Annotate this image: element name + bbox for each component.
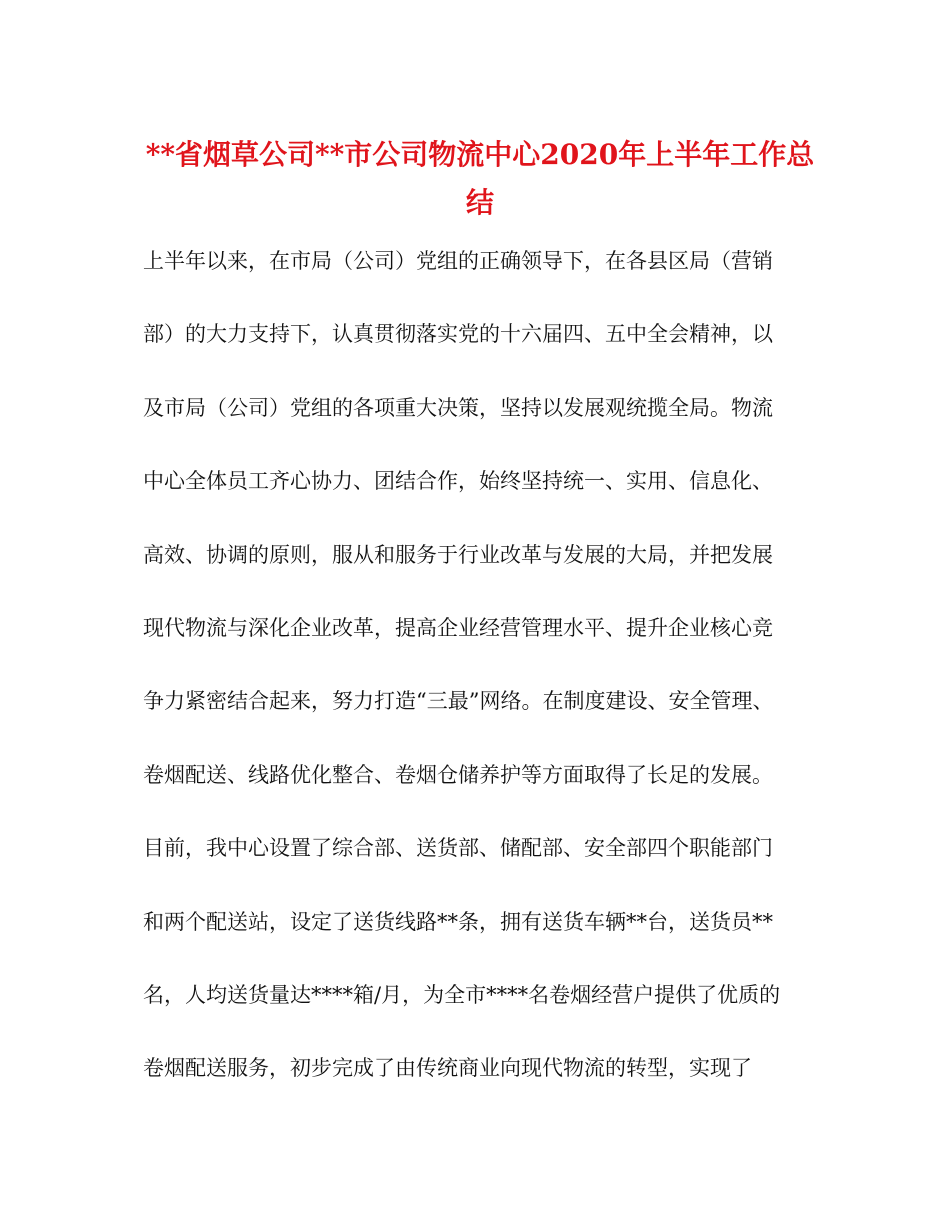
- title-line-2: 结: [465, 186, 494, 219]
- body-line: 上半年以来，在市局（公司）党组的正确领导下，在各县区局（营销: [143, 249, 773, 273]
- body-line: 中心全体员工齐心协力、团结合作，始终坚持统一、实用、信息化、: [143, 469, 773, 494]
- body-line: 名，人均送货量达****箱/月，为全市****名卷烟经营户提供了优质的: [143, 982, 781, 1007]
- body-line: 卷烟配送服务，初步完成了由传统商业向现代物流的转型，实现了: [143, 1056, 752, 1081]
- body-line: 卷烟配送、线路优化整合、卷烟仓储养护等方面取得了长足的发展。: [143, 762, 773, 787]
- body-line: 现代物流与深化企业改革，提高企业经营管理水平、提升企业核心竞: [143, 615, 773, 640]
- body-line: 争力紧密结合起来，努力打造“三最”网络。在制度建设、安全管理、: [143, 689, 774, 714]
- body-line: 和两个配送站，设定了送货线路**条，拥有送货车辆**台，送货员**: [143, 909, 773, 934]
- title-line-1: **省烟草公司**市公司物流中心2020年上半年工作总: [145, 138, 815, 171]
- body-line: 高效、协调的原则，服从和服务于行业改革与发展的大局，并把发展: [143, 542, 773, 567]
- body-line: 目前，我中心设置了综合部、送货部、储配部、安全部四个职能部门: [143, 836, 773, 861]
- body-text: [143, 241, 823, 1122]
- body-line: 及市局（公司）党组的各项重大决策，坚持以发展观统揽全局。物流: [143, 395, 773, 420]
- document-title: [130, 131, 830, 227]
- body-line: 部）的大力支持下，认真贯彻落实党的十六届四、五中全会精神，以: [143, 322, 773, 347]
